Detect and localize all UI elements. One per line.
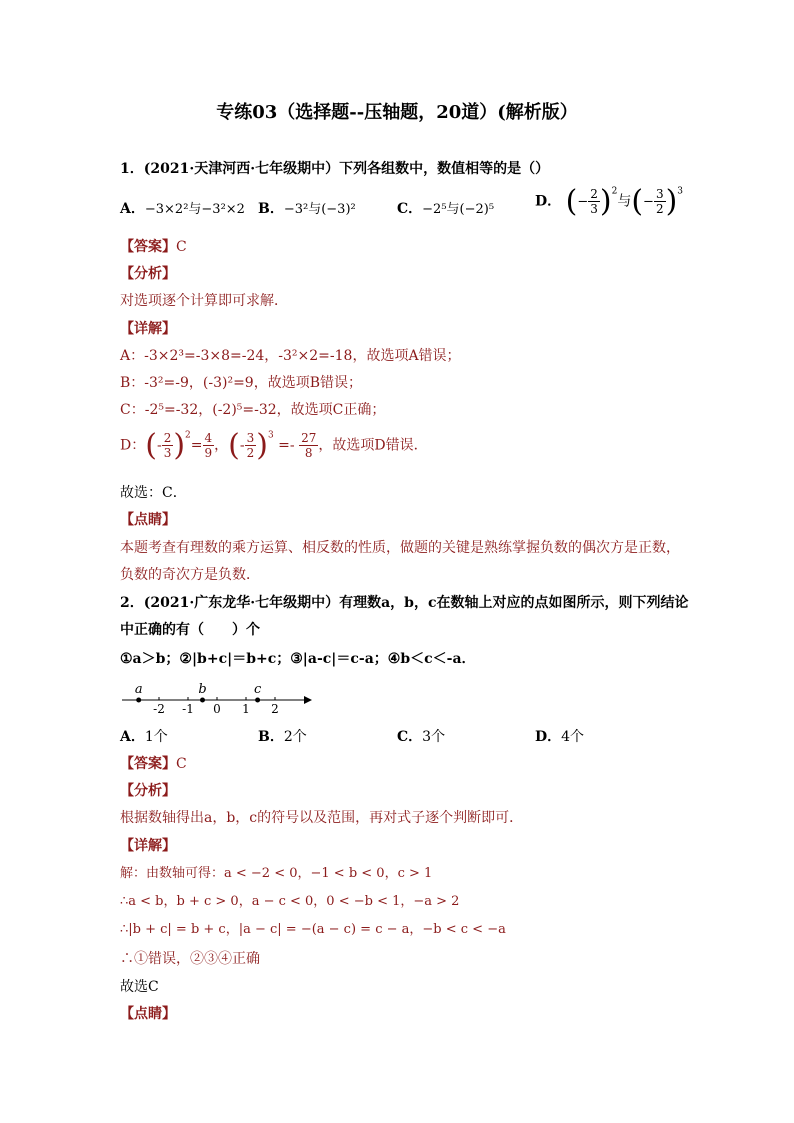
q2-detail-line-1: 解：由数轴可得：a < −2 < 0，−1 < b < 0，c > 1 (120, 866, 433, 881)
q1-detail-a: A：-3×2³=-3×8=-24，-3²×2=-18，故选项A错误； (120, 348, 461, 364)
q1-stem: 1．(2021·天津河西·七年级期中）下列各组数中，数值相等的是（） (120, 161, 550, 177)
q1-option-b (258, 198, 356, 218)
q1-analysis: 对选项逐个计算即可求解． (120, 293, 288, 309)
q2-stem-line-2: 中正确的有（ ）个 (120, 622, 260, 638)
q2-analysis: 根据数轴得出a，b，c的符号以及范围，再对式子逐个判断即可． (120, 810, 524, 826)
number-line-point-label-b: b (198, 682, 207, 697)
number-line-point-label-a: a (134, 682, 143, 697)
q1-conclusion: 故选：C． (120, 485, 187, 501)
q2-detail-tag: 【详解】 (120, 838, 176, 854)
q2-number-line (118, 680, 318, 716)
q2-detail-line-2: ∴a < b，b + c > 0，a − c < 0，0 < −b < 1，−a > 2 (120, 894, 460, 909)
q2-stem-line-1: 2．(2021·广东龙华·七年级期中）有理数a，b，c在数轴上对应的点如图所示，则下列结论 (120, 595, 689, 611)
q1-analysis-tag: 【分析】 (120, 266, 176, 282)
q2-option-b: B．2个 (258, 729, 307, 745)
q1-option-d-right-fraction: $\frac{3}{2}$ (655, 187, 664, 216)
q1-comment-tag: 【点睛】 (120, 512, 176, 528)
number-line-point-c (255, 698, 260, 703)
number-line-tick-label: 1 (242, 702, 250, 716)
number-line-point-b (200, 698, 205, 703)
number-line-arrow-icon (304, 696, 312, 704)
q2-answer: 【答案】C (120, 756, 187, 772)
number-line-point-a (136, 698, 141, 703)
number-line-point-label-c: c (253, 682, 262, 697)
q1-option-a-text: −3×2²与−3²×2 (144, 202, 245, 217)
q1-option-d-left-fraction: $\frac{2}{3}$ (590, 187, 598, 216)
q1-option-b-text: −3²与(−3)² (283, 202, 356, 217)
q1-option-b-label: B． (258, 201, 284, 217)
q2-comment-tag: 【点睛】 (120, 1006, 176, 1022)
q2-analysis-tag: 【分析】 (120, 783, 176, 799)
q1-comment-line-2: 负数的奇次方是负数． (120, 567, 260, 583)
q1-detail-c: C：-2⁵=-32，(-2)⁵=-32，故选项C正确； (120, 402, 386, 418)
q1-comment-line-1: 本题考查有理数的乘方运算、相反数的性质，做题的关键是熟练掌握负数的偶次方是正数， (120, 540, 680, 556)
number-line-tick-label: -2 (153, 702, 165, 716)
q1-option-c (397, 198, 494, 218)
q1-option-d-label: D． (535, 193, 562, 210)
q2-detail-line-3: ∴|b + c| = b + c，|a − c| = −(a − c) = c − a，−b < c < −a (120, 922, 506, 937)
number-line-tick-label: 0 (213, 702, 221, 716)
q2-detail-line-5: 故选C (120, 979, 159, 995)
q1-detail-b: B：-3²=-9，(-3)²=9，故选项B错误； (120, 375, 363, 391)
q1-option-a-label: A． (120, 201, 145, 217)
q1-detail-tag: 【详解】 (120, 321, 176, 337)
q2-option-d: D．4个 (535, 729, 585, 745)
number-line-tick-label: 2 (271, 702, 279, 716)
q1-option-a (120, 198, 245, 218)
page-title: 专练03（选择题--压轴题，20道）(解析版） (216, 102, 578, 123)
q2-detail-line-4: ∴①错误，②③④正确 (120, 951, 260, 967)
q1-option-d: D． (− $\frac{2}{3}$ )$^2$与(− $\frac{3}{2}$ )$^3$ (535, 184, 684, 219)
q2-statements: ①a＞b；②|b+c|＝b+c；③|a-c|＝c-a；④b＜c＜-a． (120, 651, 476, 667)
q2-option-c: C．3个 (397, 729, 446, 745)
number-line-tick-label: -1 (182, 702, 194, 716)
q1-option-c-label: C． (397, 201, 423, 217)
q2-option-a: A．1个 (120, 729, 168, 745)
q1-detail-d: D：(- $\frac{2}{3}$ )$^2$= $\frac{4}{9}$ ，(- $\frac{3}{2}$ )$^3$ =- $\frac{27}{8}$ ，故选项D错误． (120, 428, 428, 463)
q1-option-c-text: −2⁵与(−2)⁵ (422, 202, 495, 217)
q1-answer: 【答案】C (120, 239, 187, 255)
